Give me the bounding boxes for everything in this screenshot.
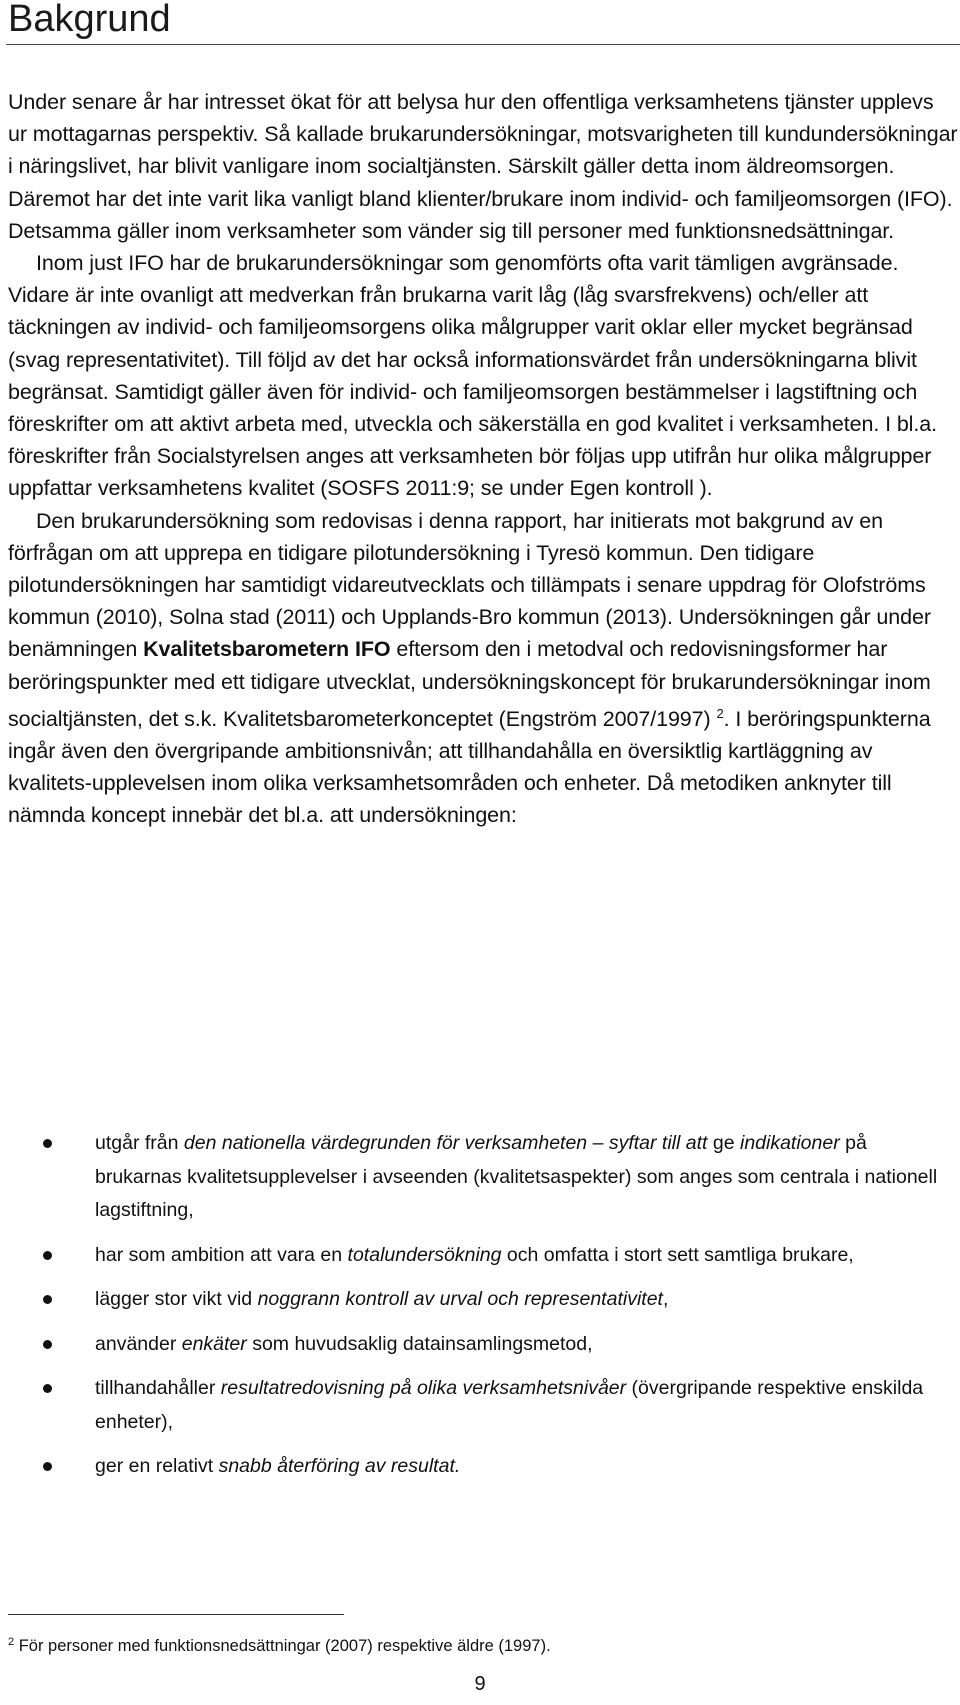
bullet-emphasis: resultatredovisning på olika verksamhetsnivåer <box>220 1377 627 1399</box>
bullet-text: som huvudsaklig datainsamlingsmetod, <box>246 1332 593 1355</box>
list-item <box>0 1283 955 1317</box>
bullet-emphasis: enkäter <box>181 1332 247 1355</box>
footnote <box>8 1630 948 1658</box>
page-number: 9 <box>474 1673 486 1695</box>
bullet-icon <box>43 1340 52 1349</box>
bullet-emphasis: den nationella värdegrunden för verksamheten <box>183 1132 588 1154</box>
bullet-emphasis: totalundersökning <box>347 1243 502 1266</box>
paragraph-survey-text-b: eftersom den i metodval och redovisningsformer har beröringspunkter med ett tidigare utvecklat, undersökningskoncept för brukarundersökningar inom socialtjänsten, det s.k. Kvalitetsbarometerkonceptet (Engström 2007/1997) <box>8 637 931 731</box>
bullet-icon <box>43 1384 52 1393</box>
bullet-text: på brukarnas kvalitetsupplevelser i avseenden (kvalitetsaspekter) som anges som centrala i nationell lagstiftning, <box>95 1132 938 1221</box>
bullet-emphasis: syftar till att <box>608 1132 708 1154</box>
bullet-text: ge <box>707 1132 740 1154</box>
bullet-icon <box>43 1295 52 1304</box>
paragraph-survey <box>8 505 958 832</box>
heading-divider <box>6 44 960 45</box>
paragraph-survey-bold: Kvalitetsbarometern IFO <box>143 637 391 662</box>
bullet-text: ger en relativt <box>95 1455 219 1477</box>
list-item <box>0 1328 955 1362</box>
body-text <box>8 86 958 832</box>
list-item <box>0 1239 955 1273</box>
bullet-text: – <box>587 1132 609 1154</box>
bullet-text: lägger stor vikt vid <box>95 1288 258 1310</box>
list-item <box>0 1127 955 1228</box>
bullet-icon <box>43 1462 52 1471</box>
section-heading: Bakgrund <box>8 0 171 40</box>
bullet-text: och omfatta i stort sett samtliga brukare, <box>501 1243 854 1266</box>
bullet-text: använder <box>95 1332 182 1355</box>
bullet-emphasis: indikationer <box>739 1132 840 1154</box>
bullet-list <box>0 1127 955 1495</box>
bullet-text: (övergripande respektive enskilda enheter), <box>95 1377 924 1433</box>
bullet-emphasis: noggrann kontroll av urval och representativitet <box>257 1288 663 1310</box>
footnote-divider <box>8 1614 344 1615</box>
list-item <box>0 1450 955 1484</box>
list-item <box>0 1372 955 1439</box>
footnote-reference[interactable]: 2 <box>716 705 724 721</box>
footnote-text: För personer med funktionsnedsättningar (2007) respektive äldre (1997). <box>14 1637 551 1655</box>
paragraph-intro: Under senare år har intresset ökat för att belysa hur den offentliga verksamhetens tjänster upplevs ur mottagarnas perspektiv. Så kallade brukarundersökningar, motsvarigheten till kundundersökningar i näringslivet, har blivit vanligare inom socialtjänsten. Särskilt gäller detta inom äldreomsorgen. Däremot har det inte varit lika vanligt bland klienter/brukare inom individ- och familjeomsorgen (IFO). Detsamma gäller inom verksamheter som vänder sig till personer med funktionsnedsättningar. <box>8 90 958 243</box>
bullet-icon <box>43 1251 52 1260</box>
footnote-number: 2 <box>8 1636 15 1648</box>
bullet-text: utgår från <box>95 1132 184 1154</box>
paragraph-survey-text-c: . I beröringspunkterna ingår även den övergripande ambitionsnivån; att tillhandahålla en översiktlig kartläggning av kvalitets-upplevelsen inom olika verksamhetsområden och enheter. Då metodiken anknyter till nämnda koncept innebär det bl.a. att undersökningen: <box>8 706 931 828</box>
bullet-text: tillhandahåller <box>95 1377 221 1399</box>
paragraph-ifo: Inom just IFO har de brukarundersökningar som genomförts ofta varit tämligen avgränsade. Vidare är inte ovanligt att medverkan från brukarna varit låg (låg svarsfrekvens) och/eller att täckningen av individ- och familjeomsorgens olika målgrupper varit oklar eller mycket begränsad (svag representativitet). Till följd av det har också informationsvärdet från undersökningarna blivit begränsat. Samtidigt gäller även för individ- och familjeomsorgen bestämmelser i lagstiftning och föreskrifter om att aktivt arbeta med, utveckla och säkerställa en god kvalitet i verksamheten. I bl.a. föreskrifter från Socialstyrelsen anges att verksamheten bör följas upp utifrån hur olika målgrupper uppfattar verksamhetens kvalitet (SOSFS 2011:9; se under Egen kontroll ). <box>8 251 937 501</box>
bullet-icon <box>43 1139 52 1148</box>
bullet-emphasis: snabb återföring av resultat. <box>218 1455 461 1477</box>
paragraph-survey-text-a: Den brukarundersökning som redovisas i denna rapport, har initierats mot bakgrund av en förfrågan om att upprepa en tidigare pilotundersökning i Tyresö kommun. Den tidigare pilotundersökningen har samtidigt vidareutvecklats och tillämpats i senare uppdrag för Olofströms kommun (2010), Solna stad (2011) och Upplands-Bro kommun (2013). Undersökningen går under benämningen <box>8 508 931 662</box>
bullet-text: har som ambition att vara en <box>95 1243 348 1266</box>
bullet-text: , <box>662 1288 669 1310</box>
